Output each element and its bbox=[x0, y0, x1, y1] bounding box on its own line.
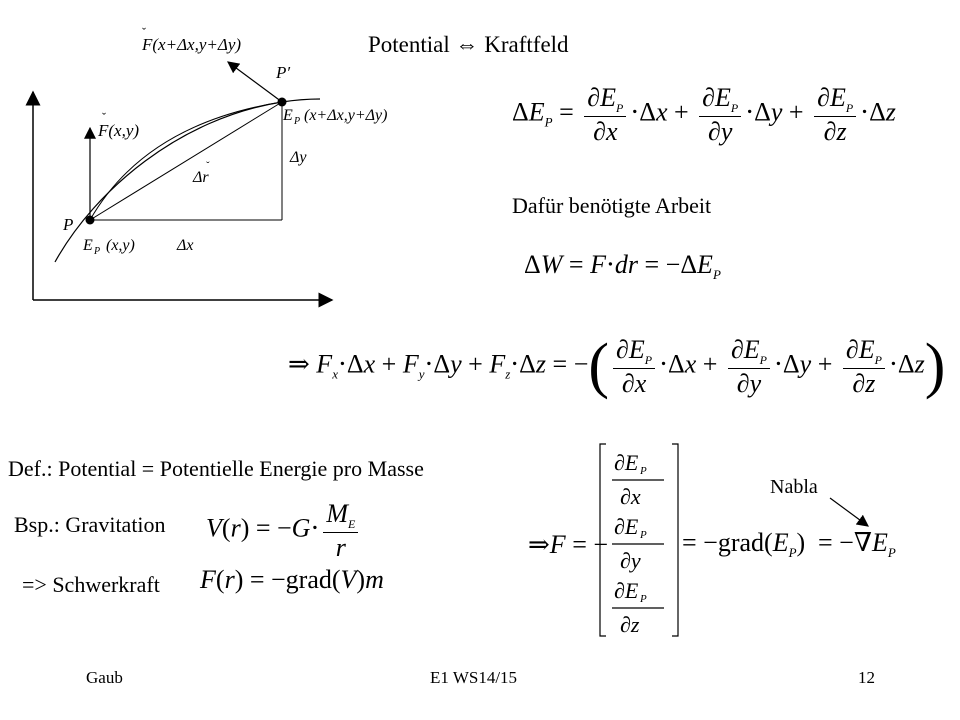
label-ep-right: (x+Δx,y+Δy) bbox=[304, 107, 388, 124]
svg-text:∂E: ∂E bbox=[614, 450, 639, 475]
example-text: Bsp.: Gravitation bbox=[14, 512, 166, 537]
label-p: P bbox=[63, 215, 74, 234]
svg-text:∂x: ∂x bbox=[620, 484, 641, 509]
equation-schwerkraft: F(r) = −grad(V)m bbox=[200, 565, 384, 594]
point-p bbox=[86, 216, 95, 225]
equation-delta-ep: $\Delta E_P$ = $\frac{\partial E_P}{\partial x}$ ⋅Δx + $\frac{\partial E_P}{\partial y}$ ⋅Δy + $\frac{\partial E_P}{\partial z}$ ⋅Δz bbox=[512, 83, 896, 146]
definition-text: Def.: Potential = Potentielle Energie pro Masse bbox=[8, 456, 424, 481]
equation-gradient: ⇒F = − bbox=[528, 530, 609, 559]
equation-grad-ep: = $-grad(E_P)$ bbox=[682, 528, 806, 561]
footer-author: Gaub bbox=[86, 668, 123, 687]
equation-force-components: ⇒ $F_x\cdot\Delta x + F_y\cdot\Delta y + F_z\cdot\Delta z$ = −( $\frac{\partial E_P}{\partial x}$ ⋅Δx + $\frac{\partial E_P}{\partial y}$ ⋅Δy + $\frac{\partial E_P}{\partial z}$ ⋅Δz) bbox=[288, 331, 946, 400]
footer-course: E1 WS14/15 bbox=[430, 668, 518, 687]
label-p-prime: P′ bbox=[276, 63, 291, 82]
schwerkraft-text: => Schwerkraft bbox=[22, 572, 160, 597]
equation-gravitation: V(r) = −G⋅ $\frac{M_E}{r}$ bbox=[206, 500, 362, 561]
vec-mark: ˇ bbox=[142, 25, 146, 39]
potential-diagram bbox=[0, 0, 480, 330]
label-f-top: F(x+Δx,y+Δy) bbox=[142, 35, 242, 54]
svg-text:P: P bbox=[640, 529, 647, 541]
label-ep-left-sub: P bbox=[94, 246, 101, 257]
svg-text:∂y: ∂y bbox=[620, 548, 641, 573]
nabla-arrow bbox=[826, 494, 876, 534]
equation-nabla-ep: = $-\nabla E_P$ bbox=[818, 528, 896, 561]
label-ep-right-sub: P bbox=[294, 116, 301, 127]
svg-text:P: P bbox=[640, 465, 647, 477]
gradient-vector bbox=[596, 440, 686, 640]
work-label: Dafür benötigte Arbeit bbox=[512, 193, 712, 218]
svg-text:∂E: ∂E bbox=[614, 578, 639, 603]
vec-mark: ˇ bbox=[102, 110, 106, 124]
svg-text:∂E: ∂E bbox=[614, 514, 639, 539]
label-dx: Δx bbox=[177, 237, 194, 254]
label-f: F(x,y) bbox=[98, 121, 140, 140]
nabla-label: Nabla bbox=[770, 476, 818, 498]
svg-text:∂z: ∂z bbox=[620, 612, 640, 637]
equation-work: $\Delta W = F\cdot dr = -\Delta E_P$ bbox=[524, 250, 721, 283]
label-ep-right-e: E bbox=[283, 107, 293, 124]
vec-mark: ˇ bbox=[206, 160, 210, 172]
label-dy: Δy bbox=[290, 149, 307, 166]
label-ep-left-e: E bbox=[83, 237, 93, 254]
force-vector-p-prime bbox=[228, 62, 282, 102]
footer-page-number: 12 bbox=[858, 668, 875, 687]
page-title: Potential ⇔ Kraftfeld bbox=[368, 32, 569, 57]
label-dr: Δr bbox=[193, 169, 209, 186]
delta-r-line bbox=[90, 102, 282, 220]
svg-text:P: P bbox=[640, 593, 647, 605]
label-ep-left: (x,y) bbox=[106, 237, 135, 254]
point-p-prime bbox=[278, 98, 287, 107]
